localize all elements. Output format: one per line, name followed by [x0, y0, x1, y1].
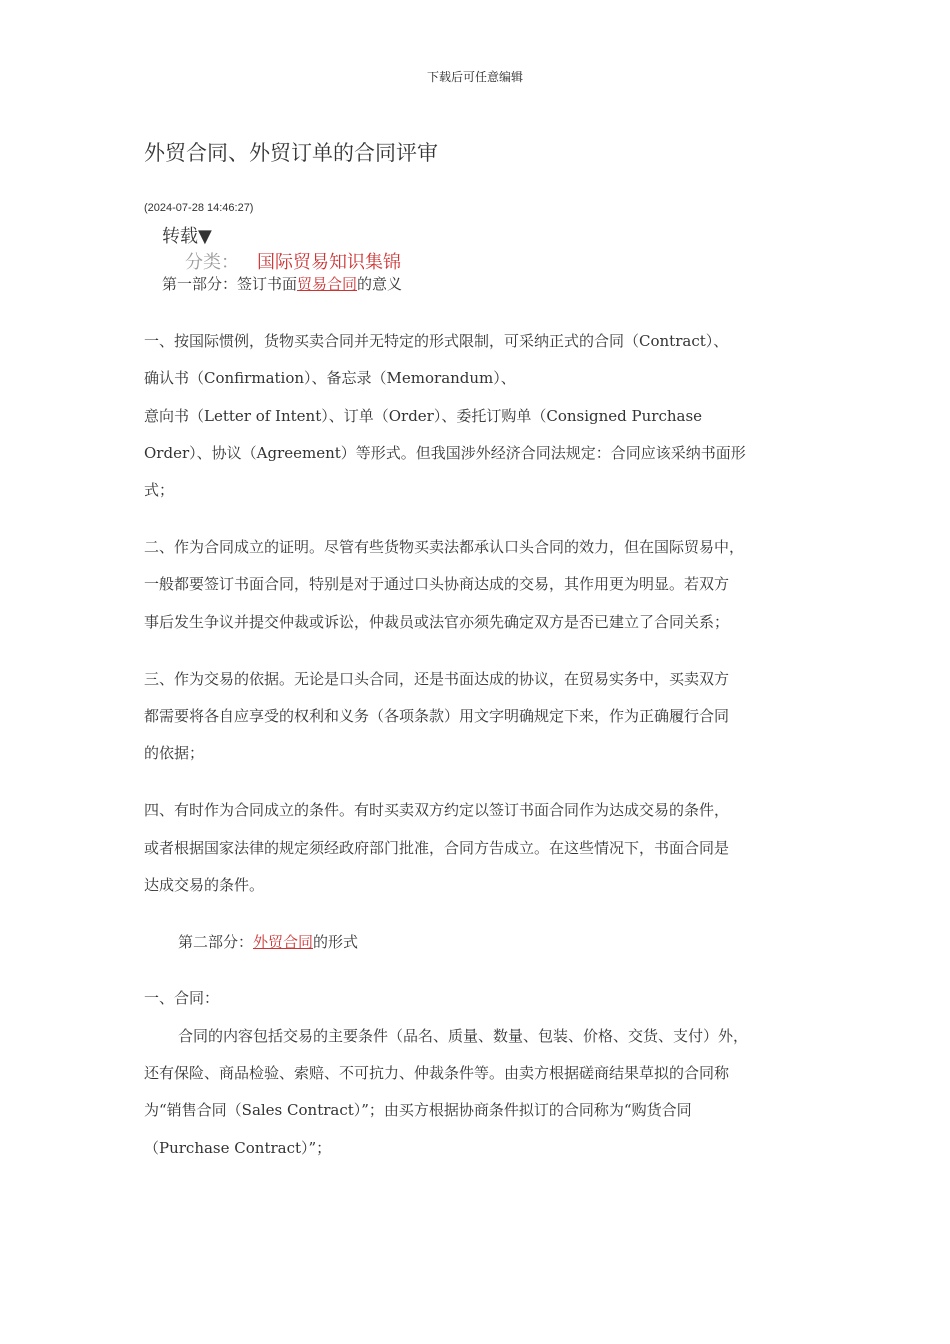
paragraph-line: 事后发生争议并提交仲裁或诉讼，仲裁员或法官亦须先确定双方是否已建立了合同关系；	[144, 613, 730, 631]
paragraph-line: 为“销售合同（Sales Contract）”；由买方根据协商条件拟订的合同称为“购货合同	[144, 1101, 692, 1119]
paragraph-line: 合同的内容包括交易的主要条件（品名、质量、数量、包装、价格、交货、支付）外，	[178, 1027, 749, 1045]
part1-heading	[162, 274, 402, 294]
part1-heading-suffix: 的意义	[357, 275, 403, 293]
paragraph-line: 二、作为合同成立的证明。尽管有些货物买卖法都承认口头合同的效力，但在国际贸易中，	[144, 538, 745, 556]
trade-contract-link[interactable]: 贸易合同	[297, 275, 358, 293]
article-date: (2024-07-28 14:46:27)	[144, 202, 254, 214]
paragraph-line: 确认书（Confirmation）、备忘录（Memorandum）、	[144, 369, 516, 387]
paragraph-line: 三、作为交易的依据。无论是口头合同，还是书面达成的协议，在贸易实务中，买卖双方	[144, 670, 730, 688]
article-title: 外贸合同、外贸订单的合同评审	[144, 141, 438, 165]
part2-heading	[178, 932, 358, 952]
paragraph-line: 或者根据国家法律的规定须经政府部门批准，合同方告成立。在这些情况下，书面合同是	[144, 839, 730, 857]
subheading: 一、合同：	[144, 989, 220, 1007]
category-label: 分类：	[185, 252, 239, 273]
paragraph-line: 四、有时作为合同成立的条件。有时买卖双方约定以签订书面合同作为达成交易的条件，	[144, 801, 730, 819]
paragraph-line: 还有保险、商品检验、索赔、不可抗力、仲裁条件等。由卖方根据磋商结果草拟的合同称	[144, 1064, 730, 1082]
paragraph-line: 的依据；	[144, 744, 205, 762]
paragraph-line: 一、按国际惯例，货物买卖合同并无特定的形式限制，可采纳正式的合同（Contract）、	[144, 332, 729, 350]
part2-heading-text: 第二部分：	[178, 933, 254, 951]
paragraph-line: 达成交易的条件。	[144, 876, 265, 894]
paragraph-line: 一般都要签订书面合同，特别是对于通过口头协商达成的交易，其作用更为明显。若双方	[144, 575, 730, 593]
paragraph-line: Order）、协议（Agreement）等形式。但我国涉外经济合同法规定：合同应该采纳书面形	[144, 444, 746, 462]
part2-heading-suffix: 的形式	[313, 933, 359, 951]
paragraph-line: 意向书（Letter of Intent）、订单（Order）、委托订购单（Consigned Purchase	[144, 407, 703, 425]
download-note: 下载后可任意编辑	[426, 70, 523, 84]
part1-heading-text: 第一部分：签订书面	[162, 275, 298, 293]
paragraph-line: 都需要将各自应享受的权利和义务（各项条款）用文字明确规定下来，作为正确履行合同	[144, 707, 730, 725]
category-link[interactable]: 国际贸易知识集锦	[257, 252, 401, 273]
paragraph-line: 式；	[144, 481, 175, 499]
foreign-trade-contract-link[interactable]: 外贸合同	[253, 933, 314, 951]
paragraph-line: （Purchase Contract）”；	[144, 1139, 332, 1157]
category-row	[185, 248, 401, 274]
reprint-toggle[interactable]: 转载▼	[162, 226, 212, 247]
